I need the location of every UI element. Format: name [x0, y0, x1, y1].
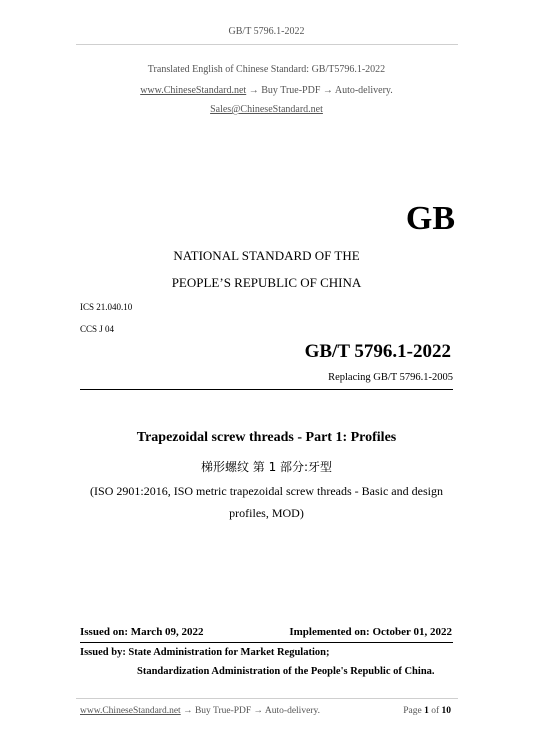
page-label: Page [403, 706, 422, 716]
issuer-line1: Issued by: State Administration for Market Regulation; [80, 647, 330, 658]
sales-email-link[interactable]: Sales@ChineseStandard.net [210, 104, 323, 115]
issuer-line2: Standardization Administration of the People's Republic of China. [137, 666, 435, 677]
footer-chinesestandard-link[interactable]: www.ChineseStandard.net [80, 706, 181, 716]
page-total: 10 [441, 706, 451, 716]
implemented-date: Implemented on: October 01, 2022 [289, 626, 452, 638]
dates-rule [80, 642, 453, 643]
ccs-code: CCS J 04 [80, 324, 115, 334]
title-rule [80, 389, 453, 390]
header-divider [76, 44, 458, 45]
page-indicator [330, 706, 451, 716]
iso-reference-line2: profiles, MOD) [229, 506, 304, 520]
national-title-line2: PEOPLE’S REPUBLIC OF CHINA [171, 275, 362, 290]
page-number: 1 [424, 706, 429, 716]
standard-number: GB/T 5796.1-2022 [304, 341, 451, 362]
footer-buy-line [80, 706, 320, 716]
ics-code: ICS 21.040.10 [80, 302, 133, 312]
document-title-chinese: 梯形螺纹 第 1 部分:牙型 [200, 460, 333, 474]
footer-buy-text: → Buy True-PDF → Auto-delivery. [183, 706, 320, 716]
document-title-english: Trapezoidal screw threads - Part 1: Profiles [136, 430, 397, 445]
footer-divider [76, 698, 458, 699]
email-line [0, 104, 533, 115]
replacing-note: Replacing GB/T 5796.1-2005 [328, 372, 453, 383]
issued-date: Issued on: March 09, 2022 [80, 626, 204, 638]
buy-text: → Buy True-PDF → Auto-delivery. [248, 85, 393, 96]
national-title-line1: NATIONAL STANDARD OF THE [173, 248, 360, 263]
running-header: GB/T 5796.1-2022 [228, 26, 305, 37]
chinesestandard-link[interactable]: www.ChineseStandard.net [140, 85, 247, 96]
gb-logo: GB [405, 200, 455, 237]
iso-reference-line1: (ISO 2901:2016, ISO metric trapezoidal screw threads - Basic and design [90, 484, 443, 498]
of-label: of [431, 706, 440, 716]
buy-line [0, 85, 533, 96]
translation-note: Translated English of Chinese Standard: GB/T5796.1-2022 [147, 64, 386, 75]
